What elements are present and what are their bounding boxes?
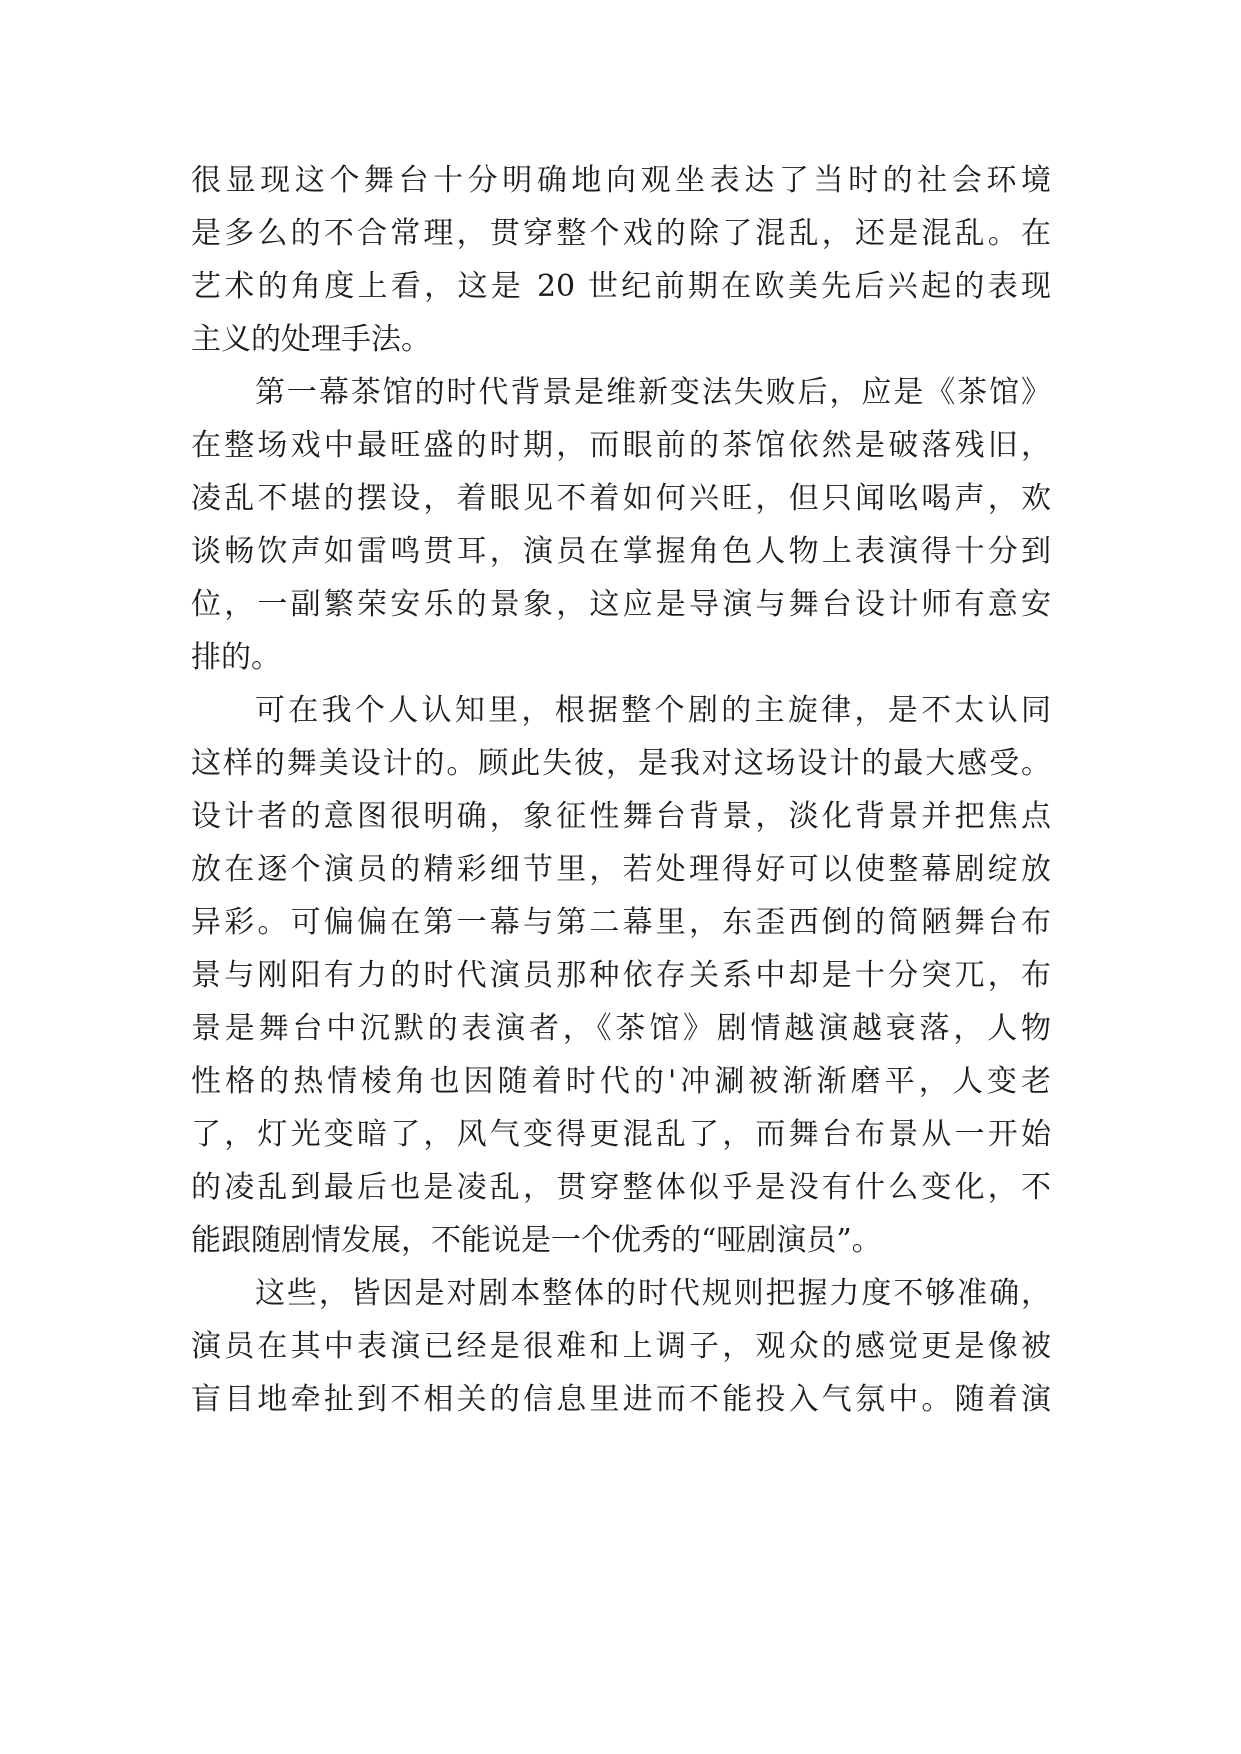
text-line: 这样的舞美设计的。顾此失彼，是我对这场设计的最大感受。 (191, 746, 1051, 781)
text-line: 可在我个人认知里，根据整个剧的主旋律，是不太认同 (255, 693, 1051, 728)
text-line: 异彩。可偏偏在第一幕与第二幕里，东歪西倒的简陋舞台布 (191, 905, 1051, 940)
text-line: 的凌乱到最后也是凌乱，贯穿整体似乎是没有什么变化，不 (191, 1170, 1051, 1205)
text-line: 盲目地牵扯到不相关的信息里进而不能投入气氛中。随着演 (191, 1382, 1051, 1417)
text-line: 主义的处理手法。 (191, 322, 431, 357)
text-line: 放在逐个演员的精彩细节里，若处理得好可以使整幕剧绽放 (191, 852, 1051, 887)
text-line: 景是舞台中沉默的表演者，《茶馆》剧情越演越衰落，人物 (191, 1011, 1051, 1046)
text-line: 景与刚阳有力的时代演员那种依存关系中却是十分突兀，布 (191, 958, 1051, 993)
text-line: 谈畅饮声如雷鸣贯耳，演员在掌握角色人物上表演得十分到 (191, 534, 1051, 569)
text-line: 凌乱不堪的摆设，着眼见不着如何兴旺，但只闻吆喝声，欢 (191, 481, 1051, 516)
text-line: 排的。 (191, 640, 281, 675)
document-body (191, 154, 1051, 1426)
text-line: 很显现这个舞台十分明确地向观坐表达了当时的社会环境 (191, 163, 1051, 198)
text-line: 艺术的角度上看，这是 20 世纪前期在欧美先后兴起的表现 (191, 269, 1051, 304)
text-line: 性格的热情棱角也因随着时代的'冲涮被渐渐磨平，人变老 (191, 1064, 1051, 1099)
text-line: 能跟随剧情发展，不能说是一个优秀的“哑剧演员”。 (191, 1223, 882, 1258)
text-line: 设计者的意图很明确，象征性舞台背景，淡化背景并把焦点 (191, 799, 1051, 834)
text-line: 演员在其中表演已经是很难和上调子，观众的感觉更是像被 (191, 1329, 1051, 1364)
text-line: 了，灯光变暗了，风气变得更混乱了，而舞台布景从一开始 (191, 1117, 1051, 1152)
text-line: 这些，皆因是对剧本整体的时代规则把握力度不够准确， (255, 1276, 1051, 1311)
text-line: 在整场戏中最旺盛的时期，而眼前的茶馆依然是破落残旧， (191, 428, 1051, 463)
text-line: 是多么的不合常理，贯穿整个戏的除了混乱，还是混乱。在 (191, 216, 1051, 251)
text-line: 位，一副繁荣安乐的景象，这应是导演与舞台设计师有意安 (191, 587, 1051, 622)
text-line: 第一幕茶馆的时代背景是维新变法失败后，应是《茶馆》 (255, 375, 1051, 410)
